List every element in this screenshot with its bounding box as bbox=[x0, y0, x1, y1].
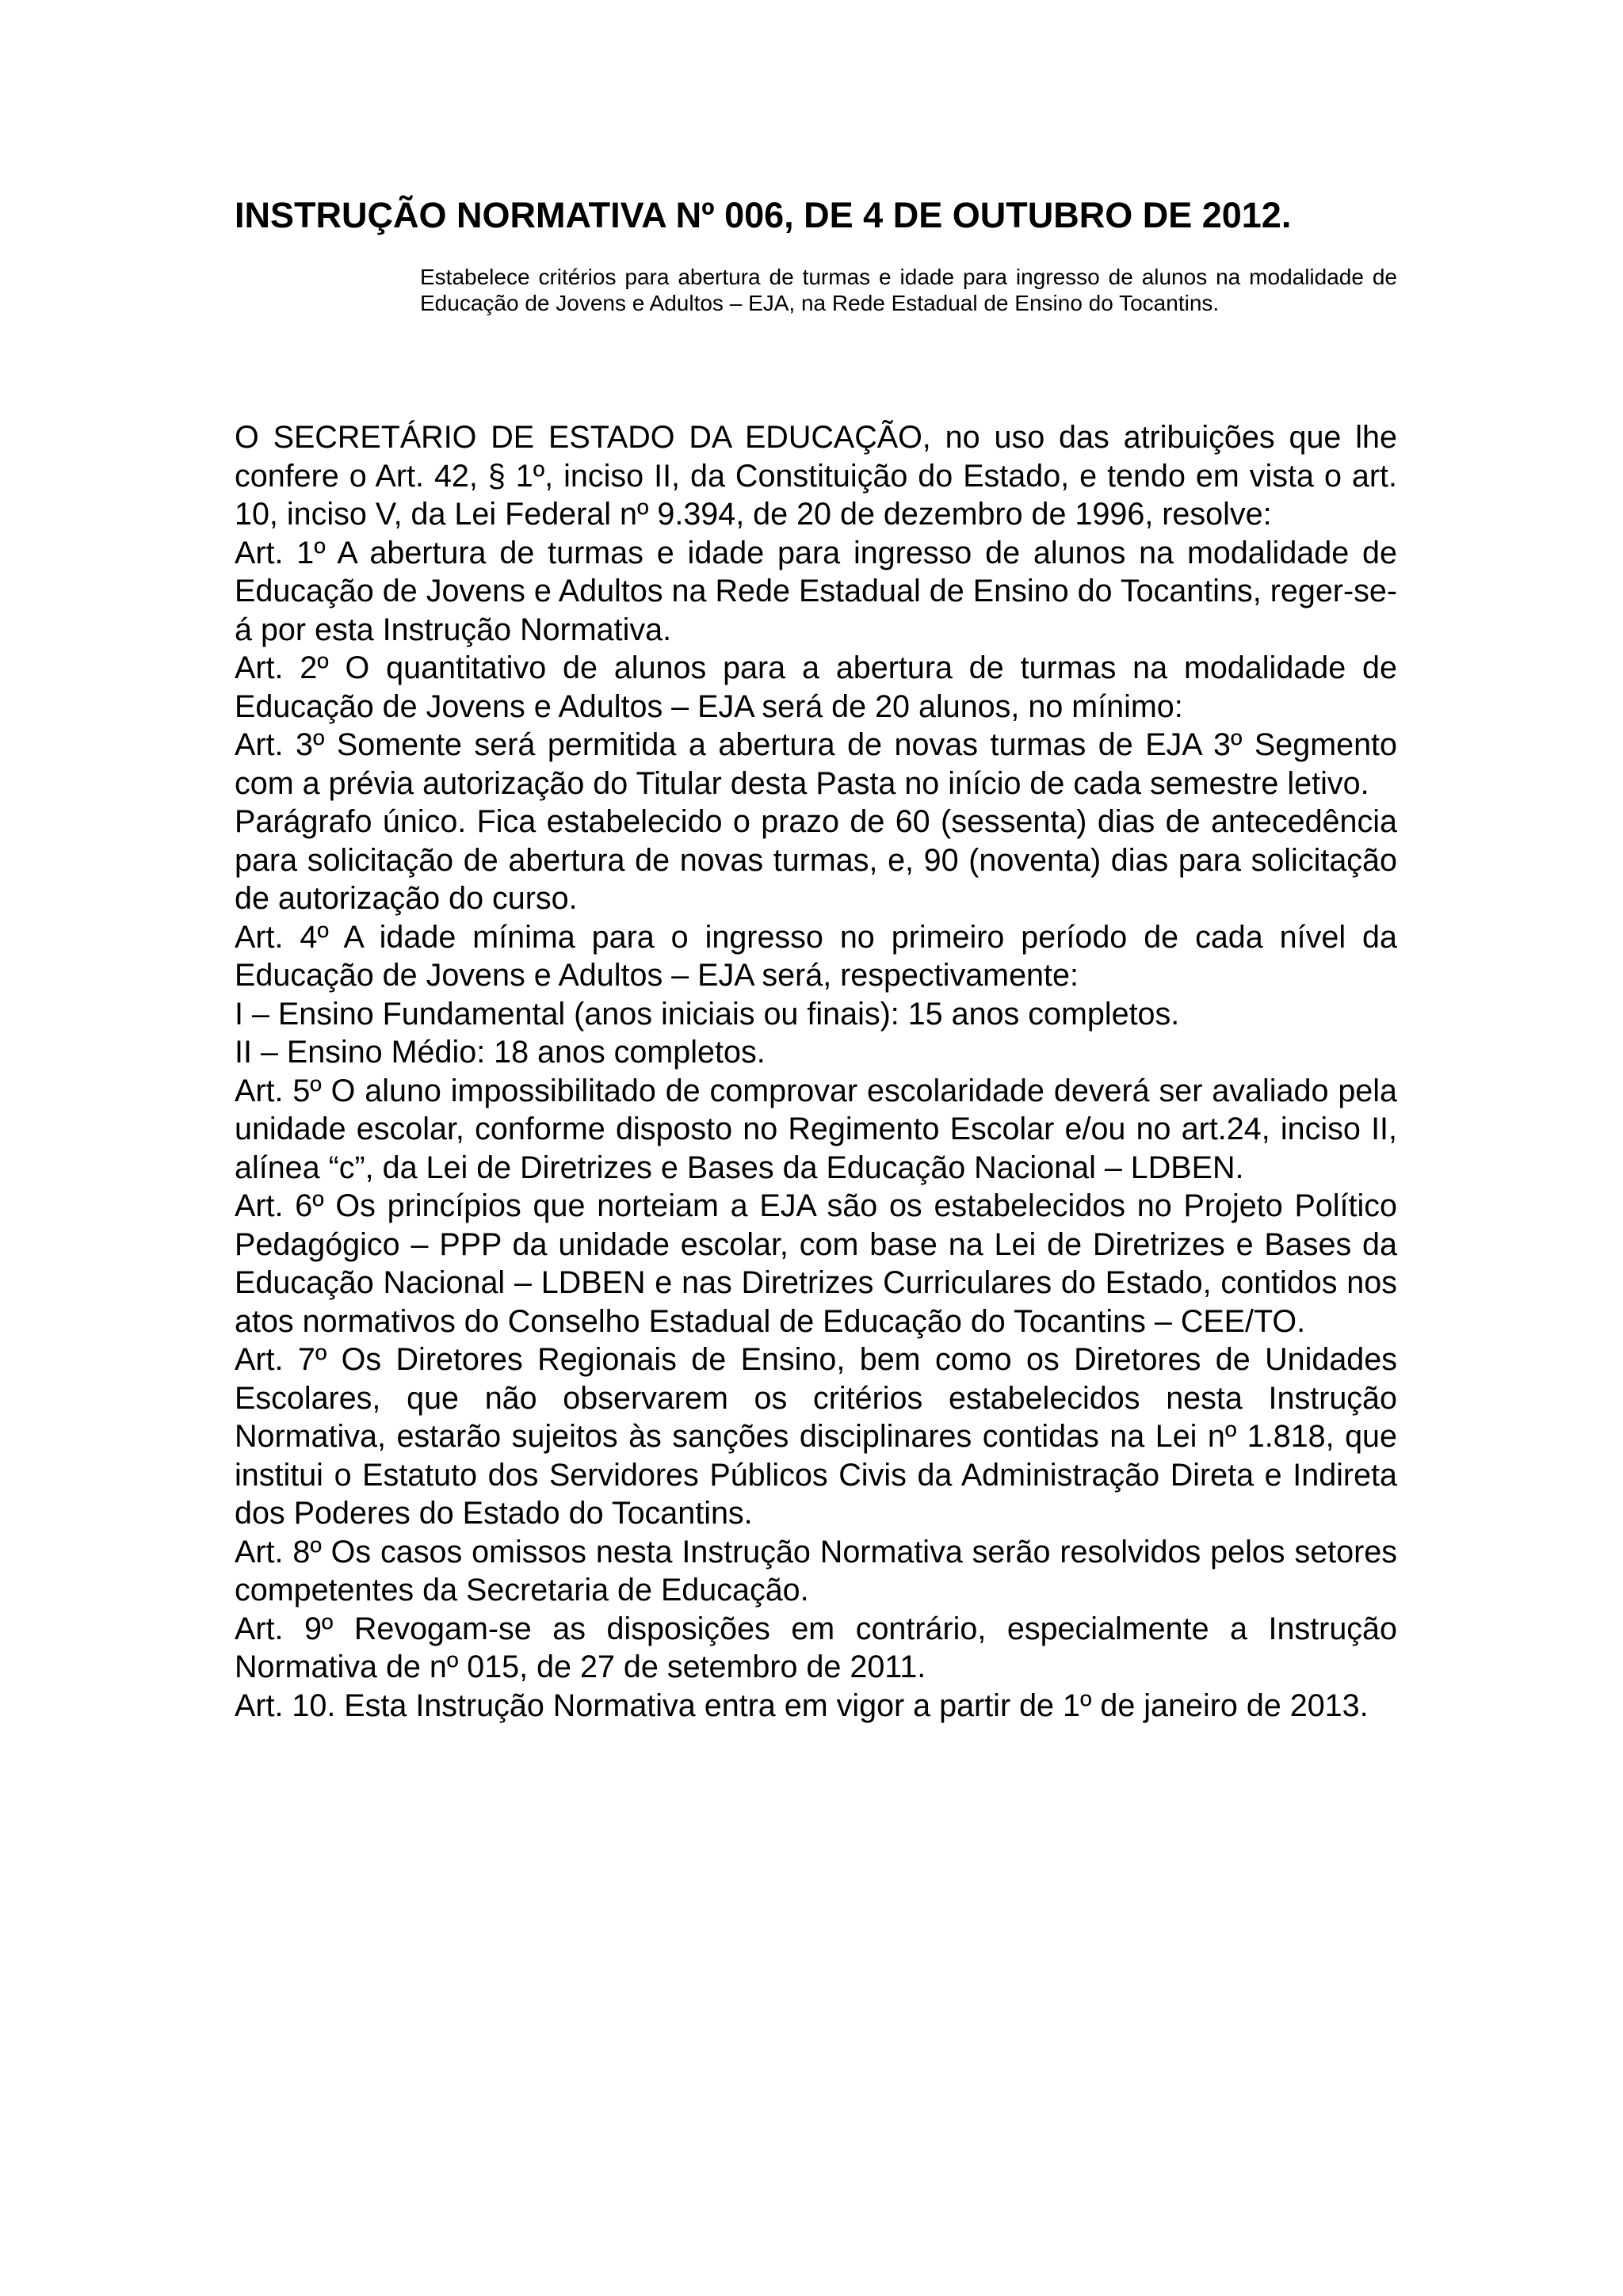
article-8-paragraph: Art. 8º Os casos omissos nesta Instrução Normativa serão resolvidos pelos setores competentes da Secretaria de Educação. bbox=[235, 1534, 1397, 1608]
document-ementa: Estabelece critérios para abertura de turmas e idade para ingresso de alunos na modalidade de Educação de Jovens e Adultos – EJA, na Rede Estadual de Ensino do Tocantins. bbox=[420, 265, 1397, 315]
article-3-sole-paragraph: Parágrafo único. Fica estabelecido o prazo de 60 (sessenta) dias de antecedência para solicitação de abertura de novas turmas, e, 90 (noventa) dias para solicitação de autorização do curso. bbox=[235, 804, 1397, 916]
document-title: INSTRUÇÃO NORMATIVA Nº 006, DE 4 DE OUTUBRO DE 2012. bbox=[235, 195, 1292, 235]
article-1-paragraph: Art. 1º A abertura de turmas e idade para ingresso de alunos na modalidade de Educação de Jovens e Adultos na Rede Estadual de Ensino do Tocantins, reger-se-á por esta Instrução Normativa. bbox=[235, 535, 1397, 647]
article-10-paragraph: Art. 10. Esta Instrução Normativa entra em vigor a partir de 1º de janeiro de 2013. bbox=[235, 1688, 1369, 1723]
preamble-paragraph: O SECRETÁRIO DE ESTADO DA EDUCAÇÃO, no uso das atribuições que lhe confere o Art. 42, § 1º, inciso II, da Constituição do Estado, e tendo em vista o art. 10, inciso V, da Lei Federal nº 9.394, de 20 de dezembro de 1996, resolve: bbox=[235, 420, 1397, 532]
article-2-paragraph: Art. 2º O quantitativo de alunos para a abertura de turmas na modalidade de Educação de Jovens e Adultos – EJA será de 20 alunos, no mínimo: bbox=[235, 650, 1397, 724]
article-4-item-i: I – Ensino Fundamental (anos iniciais ou finais): 15 anos completos. bbox=[235, 996, 1180, 1032]
article-3-paragraph: Art. 3º Somente será permitida a abertura de novas turmas de EJA 3º Segmento com a prévia autorização do Titular desta Pasta no início de cada semestre letivo. bbox=[235, 727, 1397, 801]
article-7-paragraph: Art. 7º Os Diretores Regionais de Ensino, bem como os Diretores de Unidades Escolares, que não observarem os critérios estabelecidos nesta Instrução Normativa, estarão sujeitos às sanções disciplinares contidas na Lei nº 1.818, que institui o Estatuto dos Servidores Públicos Civis da Administração Direta e Indireta dos Poderes do Estado do Tocantins. bbox=[235, 1342, 1397, 1531]
article-4-item-ii: II – Ensino Médio: 18 anos completos. bbox=[235, 1035, 766, 1070]
article-9-paragraph: Art. 9º Revogam-se as disposições em contrário, especialmente a Instrução Normativa de nº 015, de 27 de setembro de 2011. bbox=[235, 1611, 1397, 1684]
article-5-paragraph: Art. 5º O aluno impossibilitado de comprovar escolaridade deverá ser avaliado pela unidade escolar, conforme disposto no Regimento Escolar e/ou no art.24, inciso II, alínea “c”, da Lei de Diretrizes e Bases da Educação Nacional – LDBEN. bbox=[235, 1073, 1397, 1185]
article-4-paragraph: Art. 4º A idade mínima para o ingresso no primeiro período de cada nível da Educação de Jovens e Adultos – EJA será, respectivamente: bbox=[235, 919, 1397, 993]
article-6-paragraph: Art. 6º Os princípios que norteiam a EJA são os estabelecidos no Projeto Político Pedagógico – PPP da unidade escolar, com base na Lei de Diretrizes e Bases da Educação Nacional – LDBEN e nas Diretrizes Curriculares do Estado, contidos nos atos normativos do Conselho Estadual de Educação do Tocantins – CEE/TO. bbox=[235, 1188, 1397, 1339]
document-body bbox=[235, 418, 1397, 1725]
